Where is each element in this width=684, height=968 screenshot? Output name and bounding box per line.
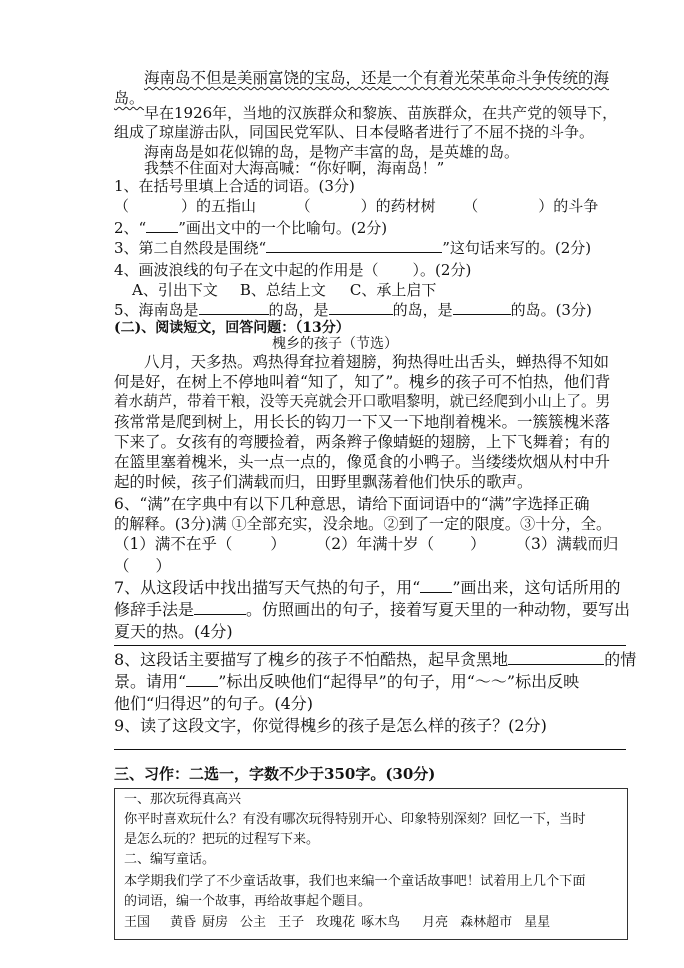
word-item: 王国 xyxy=(124,915,151,930)
question-1: 1、在括号里填上合适的词语。(3分) xyxy=(114,177,355,195)
passage-line-5: 下来了。女孩有的弯腰捡着，两条辫子像蜻蜓的翅膀，上下飞舞着；有的 xyxy=(114,433,611,451)
q8-blank[interactable] xyxy=(508,650,604,665)
question-6-line1: 6、“满”在字典中有以下几种意思，请给下面词语中的“满”字选择正确 xyxy=(114,495,590,513)
option-a[interactable]: A、引出下文 xyxy=(132,281,218,299)
q3-answer-blank[interactable] xyxy=(266,238,442,253)
paren-close: ） xyxy=(181,197,197,215)
paren-open: （ xyxy=(463,197,479,215)
question-5 xyxy=(114,300,592,320)
q7-rhetoric-blank[interactable] xyxy=(194,600,246,615)
paren-close: ） xyxy=(538,197,554,215)
section-3-header: 三、习作：二选一，字数不少于350字。(30分) xyxy=(114,765,436,783)
word-item: 厨房 xyxy=(202,915,229,930)
paren-close: ） xyxy=(360,197,376,215)
q7-answer-line[interactable] xyxy=(114,645,626,646)
question-7-line3: 夏天的热。(4分) xyxy=(114,622,233,641)
q8-line-blank[interactable] xyxy=(186,672,218,687)
paren-open: （ xyxy=(114,197,130,215)
question-9: 9、读了这段文字，你觉得槐乡的孩子是怎么样的孩子？(2分) xyxy=(114,716,547,735)
q3-post: ”这句话来写的。(2分) xyxy=(442,239,592,257)
prompt-2-line1: 本学期我们学了不少童话故事，我们也来编一个童话故事吧！试着用上几个下面 xyxy=(124,874,586,889)
q2-line-blank[interactable] xyxy=(146,218,178,233)
q9-answer-line[interactable] xyxy=(114,749,626,750)
prompt-2-title: 二、编写童话。 xyxy=(124,852,216,867)
option-c[interactable]: C、承上启下 xyxy=(349,281,437,299)
q5-blank-2[interactable] xyxy=(329,300,393,315)
word-item: 王子 xyxy=(278,915,305,930)
prompt-1-title: 一、那次玩得真高兴 xyxy=(124,792,242,807)
paragraph-3: 海南岛是如花似锦的岛，是物产丰富的岛，是英雄的岛。 xyxy=(144,143,520,161)
q6-item-3: （3）满载而归 xyxy=(515,535,619,553)
q5-blank-1[interactable] xyxy=(199,300,269,315)
passage-line-4: 孩常常是爬到树上，用长长的钩刀一下又一下地削着槐米。一簇簇槐米落 xyxy=(114,413,611,431)
passage-line-7: 起的时候，孩子们满载而归，田野里飘荡着他们快乐的歌声。 xyxy=(114,473,533,491)
q4-post: ）。(2分) xyxy=(412,261,472,279)
question-6-line2: 的解释。(3分)满 ①全部充实，没余地。②到了一定的限度。③十分，全。 xyxy=(114,515,612,533)
question-2 xyxy=(114,218,387,238)
q6-item-1: （1）满不在乎（ xyxy=(114,535,233,553)
question-8-line2: 景。请用“ ”标出反映他们“起得早”的句子，用“～～”标出反映 xyxy=(114,672,580,691)
question-4-options xyxy=(132,280,436,300)
paren-open: （ xyxy=(295,197,311,215)
wavy-sentence-line1: 海南岛不但是美丽富饶的宝岛，还是一个有着光荣革命斗争传统的海 xyxy=(144,69,610,87)
paragraph-4: 我禁不住面对大海高喊：“你好啊，海南岛！” xyxy=(144,159,445,177)
question-6-item3-slot: （ ） xyxy=(114,557,172,575)
question-3 xyxy=(114,238,591,258)
passage-line-2: 何是好，在树上不停地叫着“知了，知了”。槐乡的孩子可不怕热，他们背 xyxy=(114,373,611,391)
paragraph-2-line2: 组成了琼崖游击队，同国民党军队、日本侵略者进行了不屈不挠的斗争。 xyxy=(114,123,595,141)
q5-mid2: 的岛，是 xyxy=(392,301,453,319)
prompt-1-line2: 是怎么玩的？把玩的过程写下来。 xyxy=(124,832,320,847)
q5-post: 的岛。(3分) xyxy=(510,301,592,319)
q5-blank-3[interactable] xyxy=(453,300,511,315)
q2-pre: 2、“ xyxy=(114,219,147,237)
passage-line-1: 八月，天多热。鸡热得耷拉着翅膀，狗热得吐出舌头，蝉热得不知如 xyxy=(144,353,610,371)
passage-title: 槐乡的孩子（节选） xyxy=(272,336,398,352)
word-item: 月亮 xyxy=(422,915,449,930)
q4-pre: 4、画波浪线的句子在文中起的作用是（ xyxy=(114,261,379,279)
item-b-text: 的药材树 xyxy=(375,197,436,215)
question-6-items: （1）满不在乎（ ） （2）年满十岁（ ） （3）满载而归 xyxy=(114,535,619,553)
word-item: 黄昏 xyxy=(170,915,197,930)
section-2-header: (二)、阅读短文，回答问题：（13分） xyxy=(114,320,350,336)
q2-post: ”画出文中的一个比喻句。(2分) xyxy=(178,219,388,237)
item-c-text: 的斗争 xyxy=(553,197,599,215)
q5-pre: 5、海南岛是 xyxy=(114,301,199,319)
word-item: 森林超市 xyxy=(460,915,513,930)
passage-line-3: 着水葫芦，带着干粮，没等天亮就会开口歌唱黎明，就已经爬到小山上了。男 xyxy=(114,393,611,410)
question-7-line2: 修辞手法是 。仿照画出的句子，接着写夏天里的一种动物，要写出 xyxy=(114,600,631,619)
word-item: 公主 xyxy=(240,915,267,930)
item-a-text: 的五指山 xyxy=(196,197,257,215)
q6-item-2: （2）年满十岁（ xyxy=(315,535,435,553)
passage-line-6: 在篮里塞着槐米，头一点一点的，像觅食的小鸭子。当缕缕炊烟从村中升 xyxy=(114,453,611,471)
word-bank xyxy=(124,913,550,933)
question-8-line3: 他们“归得迟”的句子。(4分) xyxy=(114,694,314,713)
word-item: 啄木鸟 xyxy=(361,915,401,930)
option-b[interactable]: B、总结上文 xyxy=(239,281,326,299)
question-1-items xyxy=(114,196,598,216)
q5-mid1: 的岛，是 xyxy=(268,301,329,319)
question-4 xyxy=(114,260,471,280)
q3-pre: 3、第二自然段是围绕“ xyxy=(114,239,267,257)
q7-line-blank[interactable] xyxy=(420,578,452,593)
question-8-line1: 8、这段话主要描写了槐乡的孩子不怕酷热，起早贪黑地 的情 xyxy=(114,650,637,669)
prompt-2-line2: 的词语，编一个故事，再给故事起个题目。 xyxy=(124,894,372,909)
word-item: 星星 xyxy=(524,915,551,930)
paragraph-2-line1: 早在1926年，当地的汉族群众和黎族、苗族群众，在共产党的领导下， xyxy=(144,104,618,122)
wavy-sentence-line2: 岛。 xyxy=(114,89,145,107)
question-7-line1: 7、从这段话中找出描写天气热的句子，用“ ”画出来，这句话所用的 xyxy=(114,578,621,597)
word-item: 玫瑰花 xyxy=(316,915,356,930)
prompt-1-line1: 你平时喜欢玩什么？有没有哪次玩得特别开心、印象特别深刻？回忆一下，当时 xyxy=(124,812,586,827)
